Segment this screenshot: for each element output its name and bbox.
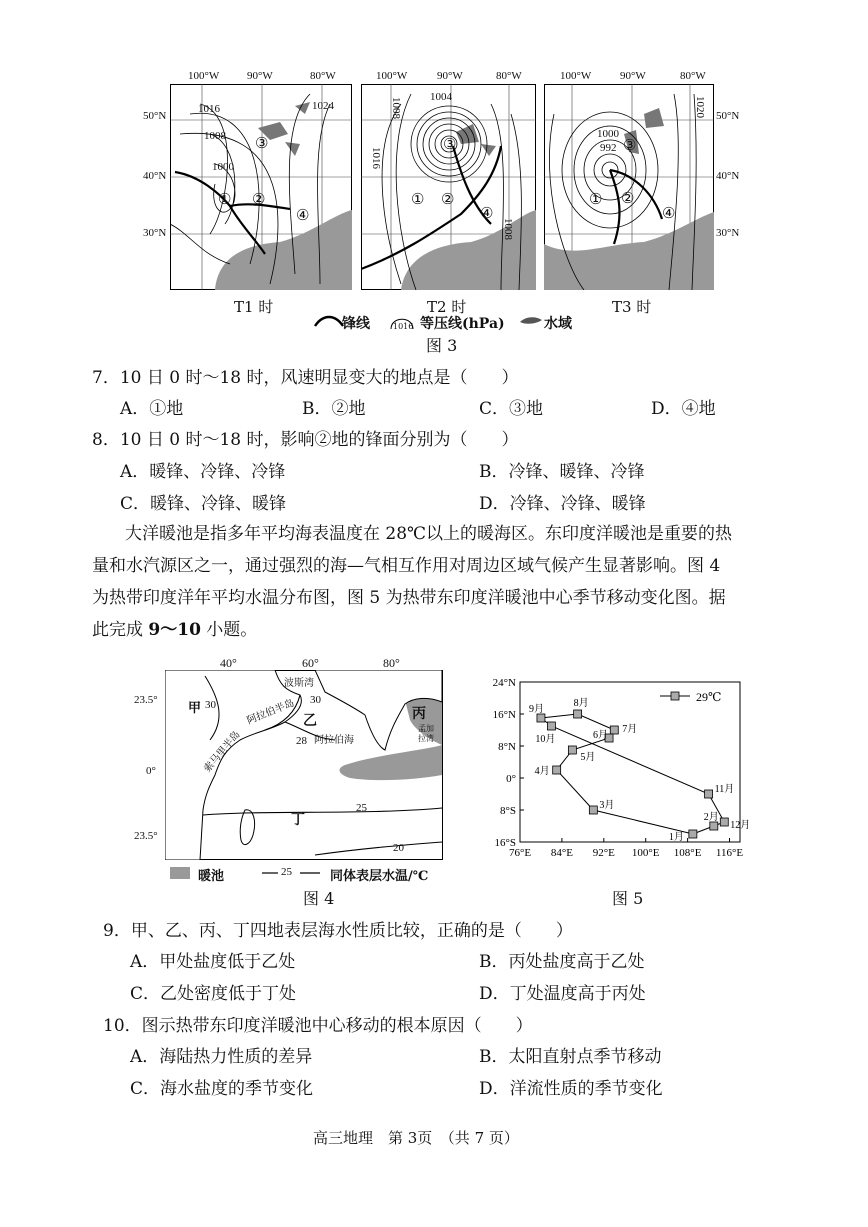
- site-marker-3: ③: [255, 134, 269, 152]
- data-point: [568, 746, 576, 754]
- data-point: [720, 818, 728, 826]
- isobar-label: 1016: [198, 103, 220, 115]
- lat-label: 23.5°: [134, 830, 158, 842]
- q8-option-c[interactable]: C．暖锋、冷锋、暖锋: [120, 494, 287, 514]
- x-tick-label: 84°E: [550, 847, 573, 859]
- water-icon: [518, 314, 544, 326]
- q7-option-b[interactable]: B．②地: [302, 399, 366, 419]
- y-tick-label: 16°S: [494, 837, 516, 849]
- data-point: [689, 830, 697, 838]
- page-footer: 高三地理 第 3页 （共 7 页）: [313, 1129, 519, 1147]
- passage-line-1: 大洋暖池是指多年平均海表温度在 28℃以上的暖海区。东印度洋暖池是重要的热: [125, 524, 733, 544]
- data-point-label: 1月: [668, 832, 684, 843]
- isobar-label: 1008: [204, 130, 226, 142]
- place-label-sea: 阿拉伯海: [314, 735, 354, 746]
- q7-option-d[interactable]: D．④地: [651, 399, 716, 419]
- isobar-label: 1008: [502, 218, 514, 240]
- isobar-label: 1004: [430, 91, 452, 103]
- data-point-label: 3月: [599, 800, 615, 811]
- q8-option-b[interactable]: B．冷锋、暖锋、冷锋: [479, 462, 645, 482]
- legend-marker: [671, 692, 679, 700]
- place-label-peninsula: 阿拉伯半岛: [245, 697, 296, 727]
- place-label-somali: 索马里半岛: [202, 729, 243, 775]
- passage-question-range: 9～10: [148, 620, 201, 640]
- site-marker-2: ②: [441, 190, 455, 208]
- isobar-label: 1000: [212, 161, 234, 173]
- place-label-ding: 丁: [291, 812, 305, 828]
- q8-option-a[interactable]: A．暖锋、冷锋、冷锋: [120, 462, 286, 482]
- lon-label: 40°: [220, 656, 237, 670]
- y-tick-label: 0°: [506, 773, 516, 785]
- data-point: [705, 790, 713, 798]
- x-tick-label: 92°E: [592, 847, 615, 859]
- question-7-stem: 7．10 日 0 时～18 时，风速明显变大的地点是（ ）: [92, 368, 519, 388]
- site-marker-4: ④: [662, 204, 676, 222]
- q9-option-c[interactable]: C．乙处密度低于丁处: [130, 984, 297, 1004]
- lat-label: 40°N: [716, 170, 740, 182]
- q10-option-d[interactable]: D．洋流性质的季节变化: [479, 1079, 663, 1099]
- q7-option-a[interactable]: A．①地: [120, 399, 184, 419]
- data-point-label: 9月: [528, 704, 544, 715]
- place-label-bing: 丙: [412, 706, 426, 722]
- isobar-label: 1000: [597, 128, 619, 140]
- data-point-label: 7月: [622, 724, 638, 735]
- x-tick-label: 76°E: [508, 847, 532, 859]
- passage-line-3: 为热带印度洋年平均水温分布图，图 5 为热带东印度洋暖池中心季节移动变化图。据: [92, 588, 726, 608]
- q10-option-c[interactable]: C．海水盐度的季节变化: [130, 1079, 314, 1099]
- legend-warm-pool: 暖池: [198, 869, 225, 884]
- y-tick-label: 24°N: [492, 677, 516, 689]
- map-panel-t3: [544, 84, 714, 290]
- data-point: [553, 766, 561, 774]
- question-9-stem: 9．甲、乙、丙、丁四地表层海水性质比较，正确的是（ ）: [103, 921, 573, 941]
- lon-label: 80°W: [310, 70, 336, 82]
- lat-label: 30°N: [143, 227, 167, 239]
- panel-title-t3: T3 时: [612, 298, 652, 316]
- warm-pool-swatch: [170, 867, 190, 879]
- isobar-label: 992: [600, 142, 617, 154]
- site-marker-1: ①: [218, 190, 232, 208]
- legend-iso-sample: 25: [281, 866, 292, 878]
- warm-pool-migration-chart: [470, 670, 760, 880]
- legend-isobar-label: 等压线(hPa): [420, 316, 505, 332]
- place-label-bengal: 孟加拉湾: [418, 724, 434, 743]
- question-8-stem: 8．10 日 0 时～18 时，影响②地的锋面分别为（ ）: [92, 430, 519, 450]
- lon-label: 60°: [302, 656, 319, 670]
- site-marker-3: ③: [623, 136, 637, 154]
- legend-isotherm: 同体表层水温/℃: [330, 869, 429, 884]
- isotherm-label: 20: [393, 842, 404, 854]
- reading-passage: [92, 518, 782, 646]
- passage-line-4-prefix: 此完成: [92, 620, 149, 640]
- question-10-stem: 10．图示热带东印度洋暖池中心移动的根本原因（ ）: [103, 1016, 533, 1036]
- data-point-label: 11月: [714, 784, 735, 795]
- data-point-label: 2月: [703, 812, 719, 823]
- site-marker-2: ②: [621, 189, 635, 207]
- lon-label: 80°W: [680, 70, 706, 82]
- data-point-label: 4月: [534, 766, 550, 777]
- isotherm-label: 25: [356, 802, 367, 814]
- lon-label: 100°W: [560, 70, 592, 82]
- x-tick-label: 116°E: [715, 847, 744, 859]
- lat-label: 40°N: [143, 170, 167, 182]
- legend-label: 29℃: [696, 690, 722, 704]
- data-point: [589, 806, 597, 814]
- site-marker-3: ③: [443, 135, 457, 153]
- lon-label: 80°W: [496, 70, 522, 82]
- x-tick-label: 100°E: [631, 847, 660, 859]
- q8-option-d[interactable]: D．冷锋、冷锋、暖锋: [479, 494, 646, 514]
- place-label-gulf: 波斯湾: [284, 678, 314, 689]
- q10-option-a[interactable]: A．海陆热力性质的差异: [130, 1047, 313, 1067]
- lat-label: 0°: [146, 765, 156, 777]
- lon-label: 100°W: [376, 70, 408, 82]
- site-marker-1: ①: [589, 190, 603, 208]
- figure-5-caption: 图 5: [612, 889, 644, 908]
- q9-option-a[interactable]: A．甲处盐度低于乙处: [130, 952, 296, 972]
- q9-option-d[interactable]: D．丁处温度高于丙处: [479, 984, 646, 1004]
- lon-label: 100°W: [188, 70, 220, 82]
- lon-label: 80°: [383, 656, 400, 670]
- site-marker-4: ④: [296, 206, 310, 224]
- lat-label: 50°N: [143, 110, 167, 122]
- y-tick-label: 8°N: [498, 741, 516, 753]
- place-label-yi: 乙: [303, 713, 317, 729]
- q7-option-c[interactable]: C．③地: [479, 399, 544, 419]
- isobar-label: 1024: [312, 100, 334, 112]
- q9-option-b[interactable]: B．丙处盐度高于乙处: [479, 952, 645, 972]
- site-marker-4: ④: [480, 204, 494, 222]
- data-point: [610, 726, 618, 734]
- isobar-label: 1008: [390, 97, 402, 119]
- data-point: [574, 710, 582, 718]
- lon-label: 90°W: [437, 70, 463, 82]
- data-point-label: 12月: [730, 820, 751, 831]
- isotherm-label: 30: [205, 699, 216, 711]
- lon-label: 90°W: [247, 70, 273, 82]
- isotherm-label: 30: [310, 694, 321, 706]
- panel-title-t2: T2 时: [427, 298, 467, 316]
- lat-label: 30°N: [716, 227, 740, 239]
- data-point: [547, 722, 555, 730]
- place-label-jia: 甲: [188, 701, 202, 716]
- legend-isobar-sample: 1016: [393, 322, 414, 331]
- lat-label: 50°N: [716, 110, 740, 122]
- legend-front-label: 锋线: [342, 316, 370, 332]
- site-marker-1: ①: [411, 190, 425, 208]
- data-point-label: 5月: [580, 752, 596, 763]
- figure-3-caption: 图 3: [426, 336, 458, 355]
- passage-line-4: [92, 614, 782, 646]
- lon-label: 90°W: [620, 70, 646, 82]
- figure-4-caption: 图 4: [303, 889, 335, 908]
- y-tick-label: 8°S: [499, 805, 516, 817]
- data-point: [710, 822, 718, 830]
- legend-water-label: 水域: [544, 316, 572, 332]
- x-tick-label: 108°E: [673, 847, 702, 859]
- isobar-label: 1020: [694, 96, 706, 118]
- data-point: [537, 714, 545, 722]
- data-point-label: 6月: [593, 730, 609, 741]
- data-point-label: 8月: [573, 698, 589, 709]
- passage-line-4-suffix: 小题。: [200, 620, 258, 640]
- isobar-label: 1016: [370, 147, 382, 169]
- site-marker-2: ②: [252, 190, 266, 208]
- panel-title-t1: T1 时: [234, 298, 274, 316]
- y-tick-label: 16°N: [492, 709, 516, 721]
- isotherm-icon: [262, 868, 322, 878]
- data-point-label: 10月: [535, 734, 556, 745]
- isotherm-label: 28: [296, 735, 307, 747]
- passage-line-2: 量和水汽源区之一，通过强烈的海—气相互作用对周边区域气候产生显著影响。图 4: [92, 556, 721, 576]
- lat-label: 23.5°: [134, 694, 158, 706]
- map-panel-t2: [361, 84, 536, 290]
- front-line-icon: [313, 314, 345, 328]
- q10-option-b[interactable]: B．太阳直射点季节移动: [479, 1047, 662, 1067]
